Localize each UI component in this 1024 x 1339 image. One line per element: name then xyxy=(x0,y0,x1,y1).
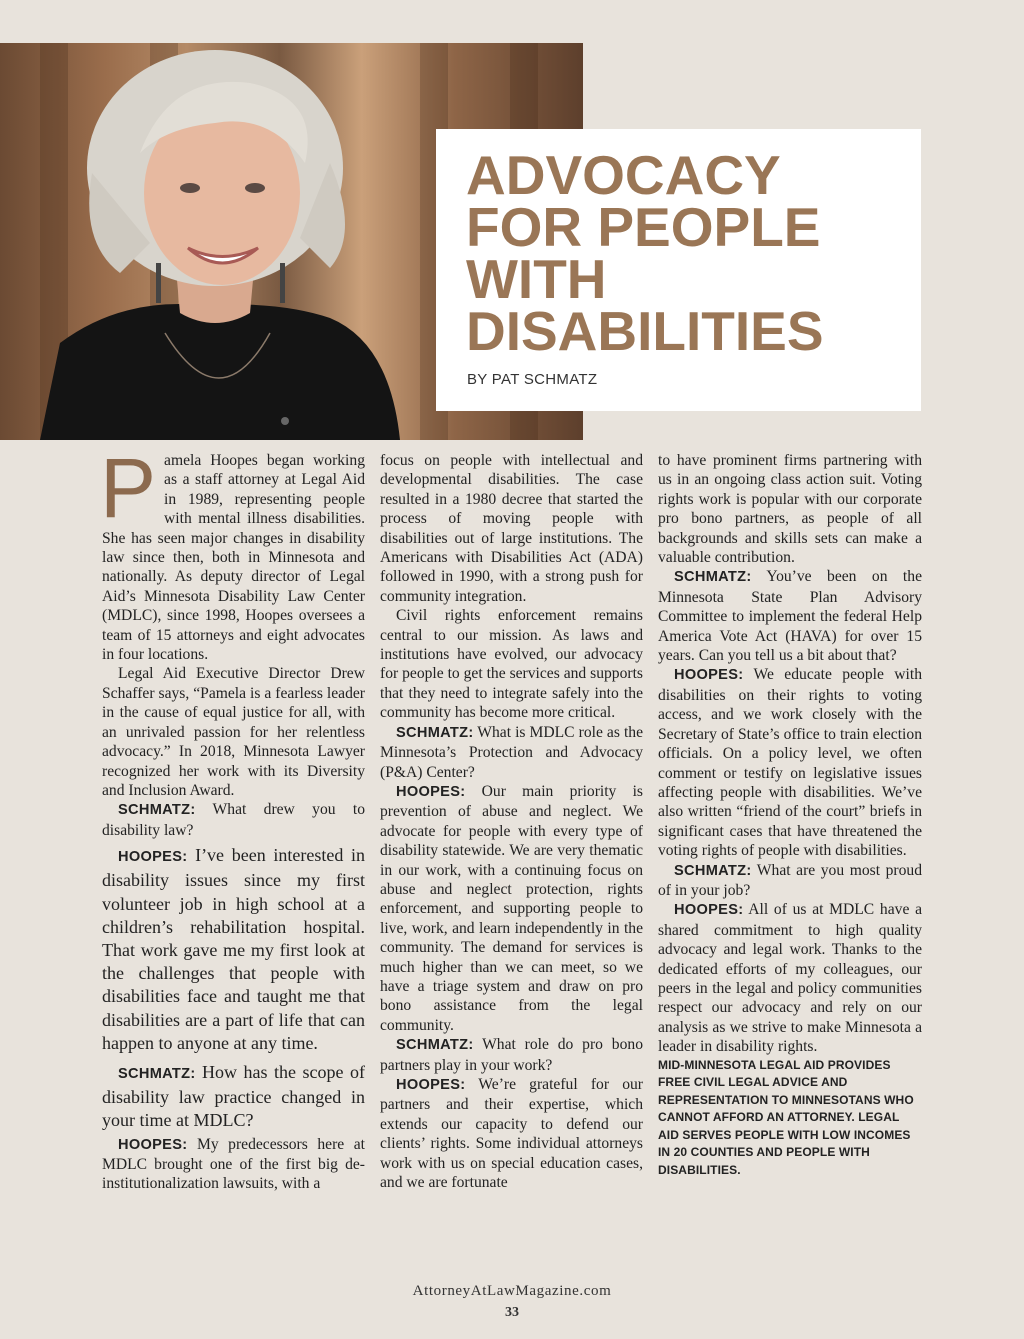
intro-paragraph xyxy=(100,441,365,664)
page-number: 33 xyxy=(505,1305,519,1320)
answer-text: We educate people with disabilities on their rights to voting access, and we work closely with the Secretary of State’s office to train election officials. On a policy level, we often comment or testify on legislative issues affecting people with disabilities. We’ve also written “friend of the court” briefs in significant cases that have threatened the voting rights of people with disabilities. xyxy=(658,666,922,860)
answer-text: My predecessors here at MDLC brought one of the first big de-institutionalization lawsuits, with a xyxy=(102,1135,365,1193)
title-line: FOR PEOPLE xyxy=(466,196,821,258)
answer xyxy=(102,1135,365,1194)
paragraph: Civil rights enforcement remains central to our mission. As laws and institutions have evolved, our advocacy for people to get the services and supports that they need to integrate safely into the community has become more critical. xyxy=(380,607,643,722)
title-line: DISABILITIES xyxy=(466,300,824,362)
speaker-label: HOOPES: xyxy=(118,849,188,866)
organization-note: MID-MINNESOTA LEGAL AID PROVIDES FREE CIVIL LEGAL ADVICE AND REPRESENTATION TO MINNESOTANS WHO CANNOT AFFORD AN ATTORNEY. LEGAL AID SERVES PEOPLE WITH LOW INCOMES IN 20 COUNTIES AND PEOPLE WITH DISABILITIES. xyxy=(658,1057,914,1177)
answer-text: We’re grateful for our partners and their expertise, which extends our capacity to defend our clients’ rights. Some individual attorneys work with us on special education cases, and we are fortunate xyxy=(380,1076,643,1192)
paragraph: focus on people with intellectual and developmental disabilities. The case resulted in a 1980 decree that started the process of moving people with disabilities out of large institutions. The Americans with Disabilities Act (ADA) followed in 1990, with a strong push for community integration. xyxy=(380,452,643,605)
question xyxy=(380,723,643,782)
article-column-2 xyxy=(380,451,643,1192)
question-text: What role do pro bono partners play in your work? xyxy=(380,1036,643,1074)
question-text: What drew you to disability law? xyxy=(102,801,365,839)
article-column-3 xyxy=(658,451,922,1179)
answer xyxy=(102,844,365,1055)
question-text: You’ve been on the Minnesota State Plan Advisory Committee to implement the federal Help America Vote Act (HAVA) for over 15 years. Can you tell us a bit about that? xyxy=(658,568,922,665)
paragraph: Legal Aid Executive Director Drew Schaffer says, “Pamela is a fearless leader in the cause of equal justice for all, with an unrivaled passion for her relentless advocacy.” In 2018, Minnesota Lawyer recognized her work with its Diversity and Inclusion Award. xyxy=(102,665,365,799)
footer-website: AttorneyAtLawMagazine.com xyxy=(412,1283,612,1299)
speaker-label: HOOPES: xyxy=(118,1136,188,1153)
speaker-label: SCHMATZ: xyxy=(118,1065,196,1082)
answer xyxy=(380,1075,643,1192)
answer-text: Our main priority is prevention of abuse and neglect. We advocate for people with every type of disability statewide. We are very thematic in our work, with a continuing focus on abuse and neglect protection, rights enforcement, and supporting people to live, work, and learn independently in the community. The demand for services is much higher than we can meet, so we have a triage system and draw on pro bono assistance from the legal community. xyxy=(380,782,643,1034)
question xyxy=(658,861,922,901)
answer xyxy=(658,665,922,860)
question-text: How has the scope of disability law practice changed in your time at MDLC? xyxy=(102,1061,365,1131)
speaker-label: SCHMATZ: xyxy=(674,862,752,879)
intro-text: amela Hoopes began working as a staff attorney at Legal Aid in 1989, representing people with mental illness disabilities. She has seen major changes in disability law since then, both in Minnesota and nationally. As deputy director of Legal Aid’s Minnesota Disability Law Center (MDLC), since 1998, Hoopes oversees a team of 15 attorneys and eight advocates in four locations. xyxy=(102,452,365,664)
speaker-label: SCHMATZ: xyxy=(674,569,752,586)
question-text: What are you most proud of in your job? xyxy=(658,861,922,899)
speaker-label: SCHMATZ: xyxy=(118,802,196,819)
speaker-label: HOOPES: xyxy=(674,667,744,684)
title-line: WITH xyxy=(466,248,607,310)
speaker-label: SCHMATZ: xyxy=(396,724,474,741)
answer-text: All of us at MDLC have a shared commitment to high quality advocacy and legal work. Thanks to the dedicated efforts of my colleagues, our peers in the legal and policy communities respect our advocacy and rely on our analysis as we strive to make Minnesota a leader in disability rights. xyxy=(658,901,922,1056)
answer-text: I’ve been interested in disability issues since my first volunteer job in high school at a children’s rehabilitation hospital. That work gave me my first look at the challenges that people with disabilities face and taught me that disabilities are a part of life that can happen to anyone at any time. xyxy=(102,845,365,1053)
paragraph: to have prominent firms partnering with us in an ongoing class action suit. Voting rights work is popular with our corporate pro bono partners, as people of all backgrounds and skills sets can make a valuable contribution. xyxy=(658,452,922,567)
headline-box xyxy=(436,129,921,411)
speaker-label: HOOPES: xyxy=(396,783,466,800)
article-title xyxy=(466,144,906,362)
question-text: What is MDLC role as the Minnesota’s Protection and Advocacy (P&A) Center? xyxy=(380,723,643,781)
question xyxy=(102,1061,365,1133)
speaker-label: SCHMATZ: xyxy=(396,1037,474,1054)
answer xyxy=(380,782,643,1035)
article-column-1 xyxy=(100,441,365,1194)
speaker-label: HOOPES: xyxy=(396,1077,466,1093)
question xyxy=(380,1035,643,1075)
question xyxy=(102,800,365,840)
answer xyxy=(658,900,922,1056)
title-line: ADVOCACY xyxy=(466,144,781,206)
speaker-label: HOOPES: xyxy=(674,902,744,919)
byline: BY PAT SCHMATZ xyxy=(467,371,598,388)
drop-cap: P xyxy=(100,441,157,535)
question xyxy=(658,567,922,665)
